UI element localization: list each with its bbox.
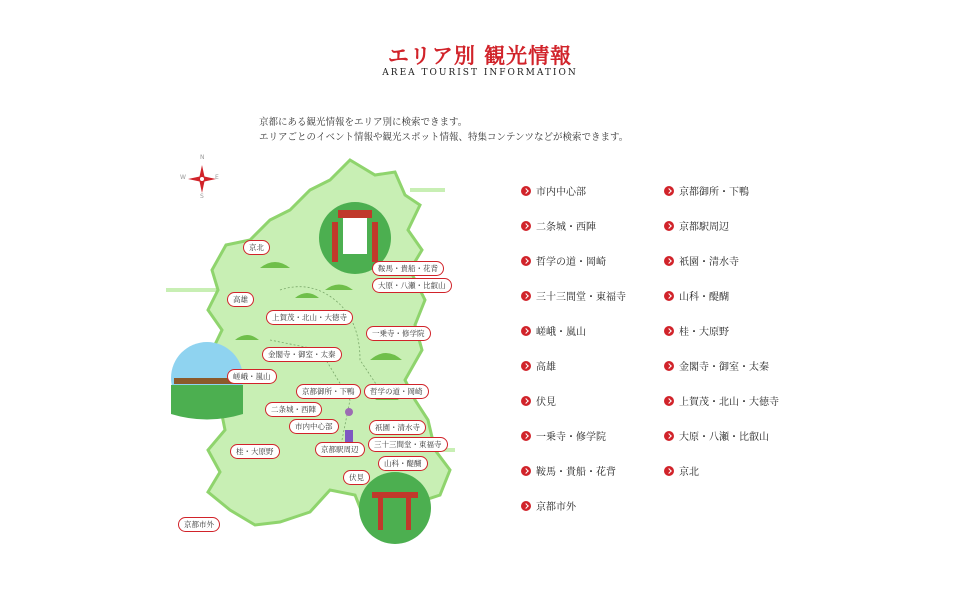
area-link-keihoku[interactable]: 京北 (664, 463, 699, 478)
area-link-outside[interactable]: 京都市外 (521, 498, 576, 513)
arrow-circle-icon (664, 221, 674, 231)
area-link-nijo[interactable]: 二条城・西陣 (521, 218, 596, 233)
arrow-circle-icon (521, 396, 531, 406)
area-link-katsura[interactable]: 桂・大原野 (664, 323, 729, 338)
area-link-gion[interactable]: 祇園・清水寺 (664, 253, 739, 268)
map-label-takao[interactable]: 高雄 (227, 292, 254, 307)
area-link-ichijoji[interactable]: 一乗寺・修学院 (521, 428, 606, 443)
arrow-circle-icon (664, 256, 674, 266)
arrow-circle-icon (664, 396, 674, 406)
tower-icon (345, 430, 353, 442)
area-link-kamigamo[interactable]: 上賀茂・北山・大徳寺 (664, 393, 779, 408)
area-link-kurama[interactable]: 鞍馬・貴船・花背 (521, 463, 616, 478)
arrow-circle-icon (664, 186, 674, 196)
map-label-kamigamo[interactable]: 上賀茂・北山・大徳寺 (266, 310, 353, 325)
map-label-center[interactable]: 市内中心部 (289, 419, 339, 434)
kyoto-map (160, 150, 460, 550)
arrow-circle-icon (521, 256, 531, 266)
page-subtitle: AREA TOURIST INFORMATION (382, 68, 578, 78)
area-link-tetsugaku[interactable]: 哲学の道・岡崎 (521, 253, 606, 268)
arrow-circle-icon (521, 501, 531, 511)
map-label-nijo[interactable]: 二条城・西陣 (265, 402, 322, 417)
map-label-kinkakuji[interactable]: 金閣寺・御室・太秦 (262, 347, 342, 362)
area-link-gosho[interactable]: 京都御所・下鴨 (664, 183, 749, 198)
map-label-station[interactable]: 京都駅周辺 (315, 442, 365, 457)
map-label-sanjusangendo[interactable]: 三十三間堂・東福寺 (368, 437, 448, 452)
arrow-circle-icon (521, 326, 531, 336)
arrow-circle-icon (521, 291, 531, 301)
arrow-circle-icon (664, 466, 674, 476)
area-link-station[interactable]: 京都駅周辺 (664, 218, 729, 233)
map-label-outside[interactable]: 京都市外 (178, 517, 220, 532)
arrow-circle-icon (664, 326, 674, 336)
map-label-yamashina[interactable]: 山科・醍醐 (378, 456, 428, 471)
map-label-ichijoji[interactable]: 一乗寺・修学院 (366, 326, 431, 341)
compass-w: W (180, 174, 186, 181)
arrow-circle-icon (521, 431, 531, 441)
area-link-sagano[interactable]: 嵯峨・嵐山 (521, 323, 586, 338)
arrow-circle-icon (664, 361, 674, 371)
map-label-fushimi[interactable]: 伏見 (343, 470, 370, 485)
compass-n: N (200, 154, 205, 161)
arrow-circle-icon (521, 186, 531, 196)
arrow-circle-icon (521, 221, 531, 231)
map-label-gosho[interactable]: 京都御所・下鴨 (296, 384, 361, 399)
map-label-ohara[interactable]: 大原・八瀬・比叡山 (372, 278, 452, 293)
intro-text-line1: 京都にある観光情報をエリア別に検索できます。 (259, 117, 468, 128)
arrow-circle-icon (521, 466, 531, 476)
area-link-sanjusangendo[interactable]: 三十三間堂・東福寺 (521, 288, 626, 303)
arrow-circle-icon (521, 361, 531, 371)
page-title: エリア別 観光情報 (387, 43, 573, 68)
map-label-katsura[interactable]: 桂・大原野 (230, 444, 280, 459)
map-label-sagano[interactable]: 嵯峨・嵐山 (227, 369, 277, 384)
map-label-gion[interactable]: 祇園・清水寺 (369, 420, 426, 435)
compass-s: S (200, 193, 204, 200)
map-label-kurama[interactable]: 鞍馬・貴船・花背 (372, 261, 444, 276)
arrow-circle-icon (664, 431, 674, 441)
area-link-fushimi[interactable]: 伏見 (521, 393, 556, 408)
arrow-circle-icon (664, 291, 674, 301)
map-label-keihoku[interactable]: 京北 (243, 240, 270, 255)
area-link-kinkakuji[interactable]: 金閣寺・御室・太秦 (664, 358, 769, 373)
area-link-ohara[interactable]: 大原・八瀬・比叡山 (664, 428, 769, 443)
area-link-yamashina[interactable]: 山科・醍醐 (664, 288, 729, 303)
area-link-center[interactable]: 市内中心部 (521, 183, 586, 198)
landmark-icon (345, 408, 353, 416)
compass-e: E (215, 174, 219, 181)
area-link-takao[interactable]: 高雄 (521, 358, 556, 373)
intro-text-line2: エリアごとのイベント情報や観光スポット情報、特集コンテンツなどが検索できます。 (259, 132, 629, 143)
torii-illustration (359, 472, 431, 544)
map-label-tetsugaku[interactable]: 哲学の道・岡崎 (364, 384, 429, 399)
